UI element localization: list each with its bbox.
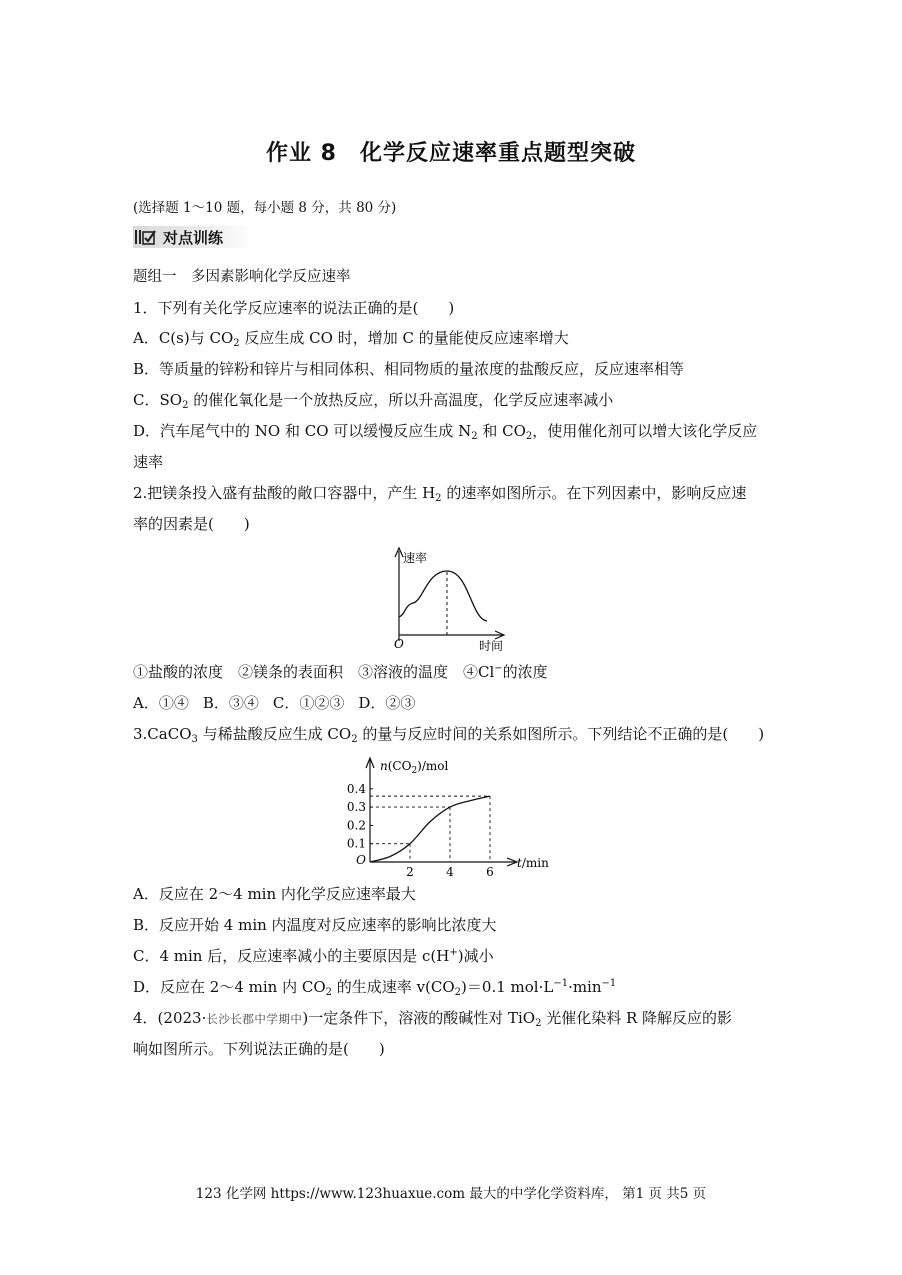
y-tick-label: 0.3 [346,800,366,815]
x-tick-label: 2 [406,865,414,877]
q2-stem-cont: 率的因素是( ) [133,515,250,533]
q2-factors: ①盐酸的浓度 ②镁条的表面积 ③溶液的温度 ④Cl−的浓度 [133,663,548,681]
q2-option-a: A．①④ [133,694,189,712]
q3-option-d: D．反应在 2～4 min 内 $CO_2$ 的生成速率 $v(CO_2)=0.1$ $mol\cdot L^{-1}\cdot\min^{-1}$ [133,978,617,998]
q1-option-d: D．汽车尾气中的 NO 和 CO 可以缓慢反应生成 $N_2$ 和 $CO_2$，使用催化剂可以增大该化学反应 [133,422,758,442]
q2-options [133,693,415,713]
page-footer: 123 化学网 https://www.123huaxue.com 最大的中学化学资料库， 第1 页 共5 页 [195,1186,707,1202]
q3-option-c: C．4 min 后，反应速率减小的主要原因是 c(H+)减小 [133,947,494,965]
q1-option-c: C．$SO_2$ 的催化氧化是一个放热反应，所以升高温度，化学反应速率减小 [133,391,614,411]
co2-series-line [370,796,490,862]
q4-stem: 4．(2023·长沙长郡中学期中)一定条件下，溶液的酸碱性对 TiO$_2$ 光催化染料 R 降解反应的影 [133,1009,733,1029]
source-stamp: 长沙长郡中学期中 [206,1012,303,1026]
q3-option-b: B．反应开始 4 min 内温度对反应速率的影响比浓度大 [133,916,497,934]
q4-stem-cont: 响如图所示。下列说法正确的是( ) [133,1040,385,1058]
y-tick-label: 0.2 [346,818,366,833]
section-label: 对点训练 [163,229,224,247]
q3-stem: 3.CaCO$_3$ 与稀盐酸反应生成 $CO_2$ 的量与反应时间的关系如图所示。下列结论不正确的是( ) [133,725,765,745]
y-tick-label: 0.4 [346,781,366,796]
q2-stem: 2.把镁条投入盛有盐酸的敞口容器中，产生 $H_2$ 的速率如图所示。在下列因素中，影响反应速 [133,484,747,504]
q2-option-c: C．①②③ [272,694,345,712]
q2-option-b: B．③④ [202,694,259,712]
chart1-origin: O [394,637,404,651]
q3-option-a: A．反应在 2～4 min 内化学反应速率最大 [133,885,416,903]
instructions: (选择题 1～10 题，每小题 8 分，共 80 分) [133,200,397,216]
q1-option-b: B．等质量的锌粉和锌片与相同体积、相同物质的量浓度的盐酸反应，反应速率相等 [133,360,685,378]
chart1-ylabel: 速率 [403,551,428,565]
group-title: 题组一 多因素影响化学反应速率 [133,269,351,285]
chart2-ylabel: $n(CO_2)$/mol [380,759,449,776]
q1-stem: 1．下列有关化学反应速率的说法正确的是( ) [133,299,455,317]
rate-time-chart [385,545,515,653]
co2-time-chart [330,752,560,877]
chart1-xlabel: 时间 [479,639,504,653]
x-tick-label: 4 [446,865,454,877]
section-badge [133,226,253,248]
q1-option-d-cont: 速率 [133,453,164,471]
page-title: 作业 8 化学反应速率重点题型突破 [266,141,636,166]
chart2-origin: O [356,853,366,867]
q1-option-a: A．C(s)与 $CO_2$ 反应生成 CO 时，增加 C 的量能使反应速率增大 [133,329,569,349]
q2-option-d: D．②③ [358,694,416,712]
check-icon [134,228,156,246]
y-tick-label: 0.1 [346,836,366,851]
x-tick-label: 6 [486,865,494,877]
chart2-xlabel: t/min [517,856,549,870]
